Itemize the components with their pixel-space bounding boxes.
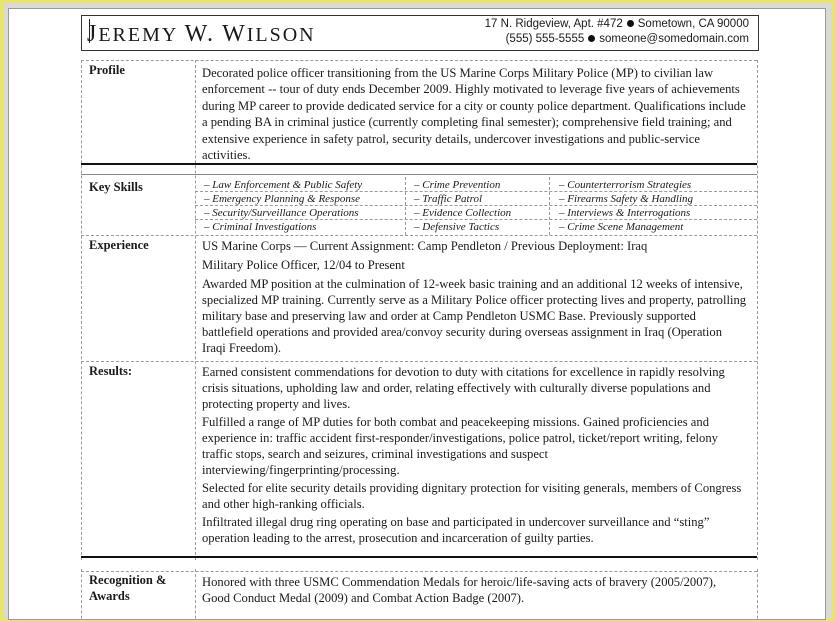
grid-rule [81,361,757,362]
results-text [202,364,747,546]
grid-rule [81,60,82,560]
skill-item: – Security/Surveillance Operations [204,207,359,219]
result-item: Earned consistent commendations for devotion to duty with citations for excellence in rapidly resolving crisis situations, upholding law and order, relating effectively with culturally diverse populations and protecting property and lives. [202,365,725,411]
skill-item: – Law Enforcement & Public Safety [204,179,363,191]
skill-item: – Crime Scene Management [559,221,684,233]
name-last: ILSON [246,24,316,46]
address: 17 N. Ridgeview, Apt. #472 [484,18,623,30]
city: Sometown, CA 90000 [637,18,749,30]
name-first: EREMY [98,24,185,46]
skill-item: – Interviews & Interrogations [559,207,691,219]
name-initial: J [87,21,99,47]
name-last-initial: W [222,21,247,47]
results-label: Results: [89,364,133,378]
skill-item: – Defensive Tactics [414,221,500,233]
skills-column-3 [559,178,693,234]
experience-description: Awarded MP position at the culmination of 12-week basic training and an additional 12 weeks of intensive, specialized MP training. Currently serve as a Military Police officer protecting lives and property, patrolling military base and preserving law and order at Camp Pendleton USMC Base. Previously supported battlefield operations and provided area/convoy security during overseas assignment in Iraq (Operation Iraqi Freedom). [202,277,747,355]
section-divider [81,174,757,175]
grid-rule [81,60,757,61]
skill-item: – Firearms Safety & Handling [559,193,694,205]
skill-item: – Emergency Planning & Response [204,193,360,205]
experience-employer: US Marine Corps — Current Assignment: Camp Pendleton / Previous Deployment: Iraq [202,239,648,253]
profile-text [202,65,747,163]
experience-title: Military Police Officer, 12/04 to Present [202,258,405,272]
recognition-text [202,574,747,607]
skills-column-1 [204,178,362,234]
name-middle: W. [184,21,216,47]
contact-info [485,17,749,47]
grid-rule [405,177,406,235]
recognition-paragraph: Honored with three USMC Commendation Medals for heroic/life-saving acts of bravery (2005/2007), Good Conduct Medal (2009) and Combat Action Badge (2007). [202,575,717,606]
grid-rule [195,60,196,560]
recognition-label: Recognition & Awards [89,573,167,603]
skill-item: – Traffic Patrol [414,193,483,205]
result-item: Selected for elite security details providing dignitary protection for visiting generals, members of Congress and other high-ranking officials. [202,481,742,511]
result-item: Infiltrated illegal drug ring operating on base and participated in undercover surveillance and “sting” operation leading to the arrest, prosecution and incarceration of guilty parties. [202,515,710,545]
experience-text [202,238,747,356]
skill-item: – Evidence Collection [414,207,512,219]
candidate-name [87,21,316,48]
section-divider [81,556,757,558]
grid-rule [549,177,550,235]
grid-rule [757,60,758,560]
profile-paragraph: Decorated police officer transitioning from the US Marine Corps Military Police (MP) to civilian law enforcement -- tour of duty ends December 2009. Highly motivated to leverage five years of achievements during MP career to provide dedicated service for a city or county police department. Qualifications include a pending BA in criminal justice (currently completing final semester); comprehensive field training; and extensive experience in safety patrol, security details, undercover investigations and public-service activities. [202,66,746,163]
bullet-icon [588,35,595,42]
skill-item: – Crime Prevention [414,179,501,191]
skill-item: – Criminal Investigations [204,221,317,233]
grid-rule [195,569,196,620]
profile-label: Profile [89,63,125,77]
phone: (555) 555-5555 [505,33,585,45]
resume-page [8,8,826,620]
bullet-icon [627,20,634,27]
grid-rule [81,235,757,236]
result-item: Fulfilled a range of MP duties for both combat and peacekeeping missions. Gained proficiencies and experience in: traffic accident first-responder/investigations, police patrol, ticket/report writing, felony traffic stops, search and seizures, criminal investigations and suspect interviewing/fingerprinting/processing. [202,415,718,477]
skill-item: – Counterterrorism Strategies [559,179,692,191]
email: someone@somedomain.com [599,33,749,45]
skills-column-2 [414,178,511,234]
name-space [215,24,222,46]
grid-rule [757,569,758,620]
skills-label: Key Skills [89,180,143,194]
grid-rule [81,569,82,620]
experience-label: Experience [89,238,149,252]
